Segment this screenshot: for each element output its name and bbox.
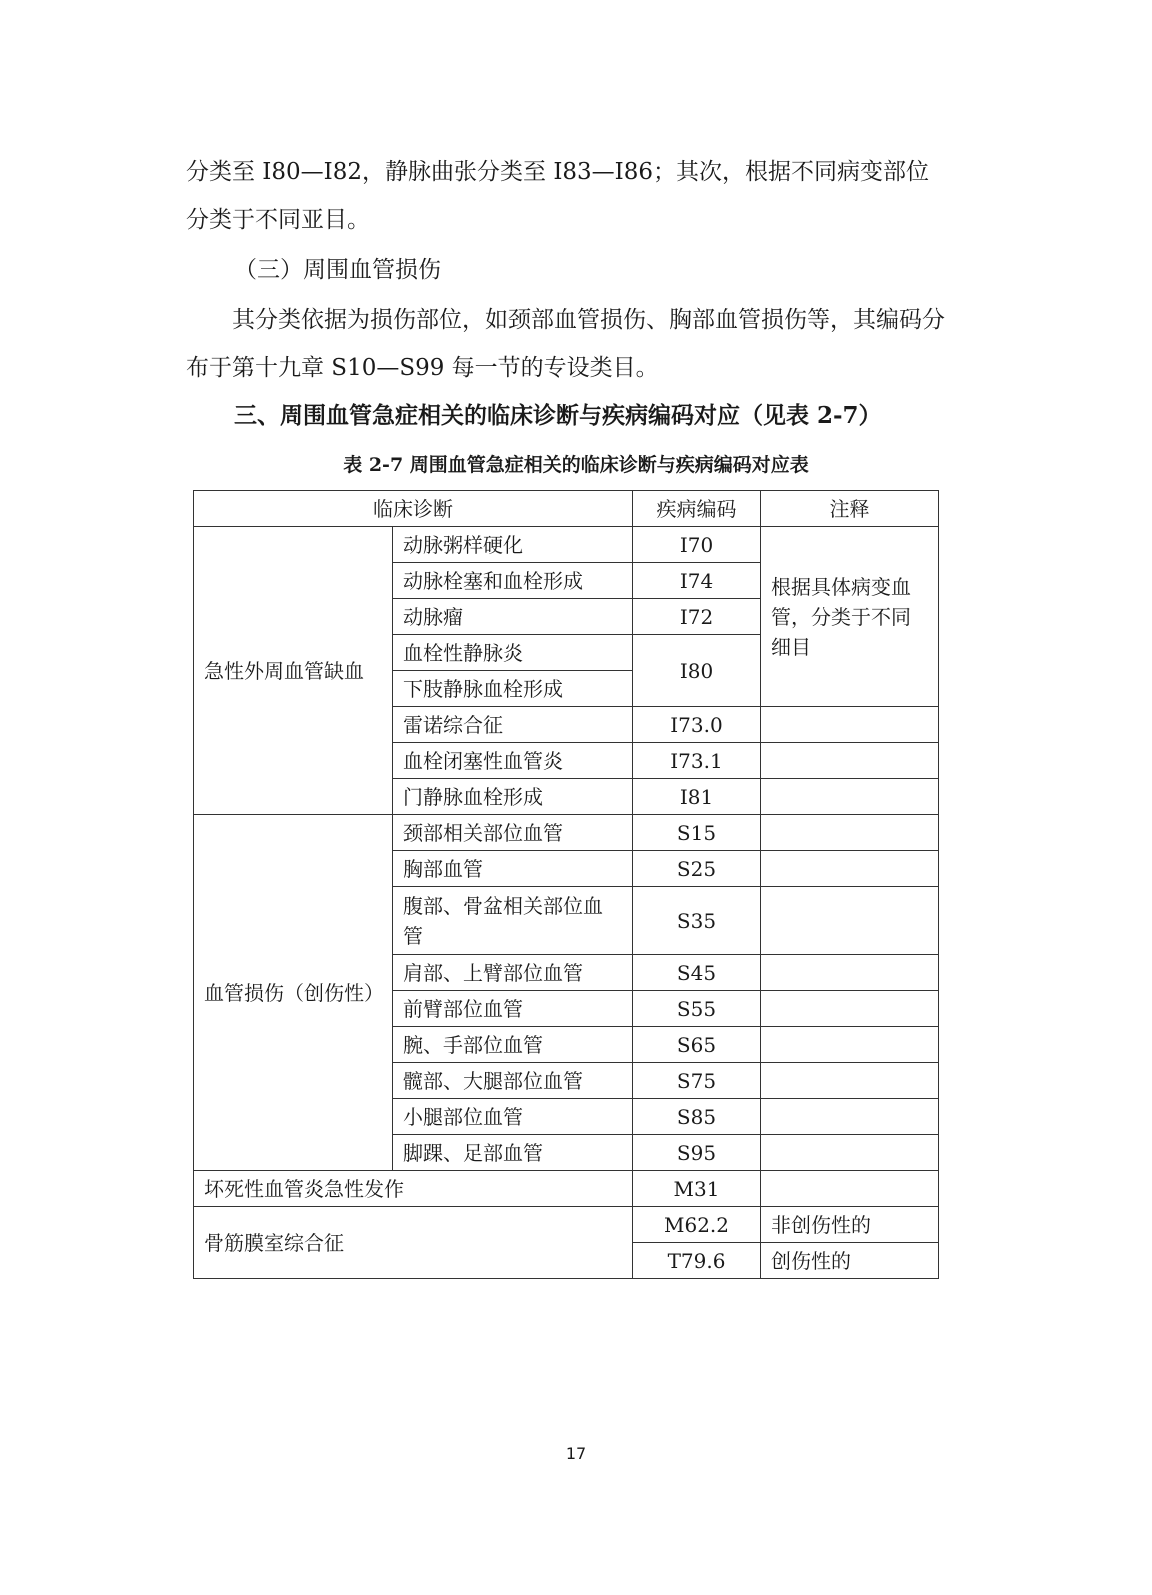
code-cell: I73.0 (633, 707, 761, 743)
code-cell: S75 (633, 1063, 761, 1099)
diagnosis-cell: 雷诺综合征 (393, 707, 633, 743)
table-caption: 表 2-7 周围血管急症相关的临床诊断与疾病编码对应表 (343, 454, 809, 476)
code-cell: S25 (633, 851, 761, 887)
paragraph-injury: 其分类依据为损伤部位，如颈部血管损伤、胸部血管损伤等，其编码分布于第十九章 S10—S99 每一节的专设类目。 (186, 307, 945, 381)
note-cell-empty (761, 955, 939, 991)
code-cell: S45 (633, 955, 761, 991)
table-header-row (194, 491, 939, 527)
code-cell: S55 (633, 991, 761, 1027)
group-label-ischemia: 急性外周血管缺血 (194, 527, 393, 815)
page-number: 17 (565, 1444, 587, 1463)
code-cell: I81 (633, 779, 761, 815)
code-cell: I70 (633, 527, 761, 563)
diagnosis-code-table (193, 490, 939, 1279)
diagnosis-cell: 动脉栓塞和血栓形成 (393, 563, 633, 599)
note-cell-ischemia: 根据具体病变血管，分类于不同细目 (761, 527, 939, 707)
diagnosis-cell: 小腿部位血管 (393, 1099, 633, 1135)
code-cell: S35 (633, 887, 761, 955)
note-cell-empty (761, 991, 939, 1027)
diagnosis-cell: 动脉瘤 (393, 599, 633, 635)
note-cell: 创伤性的 (761, 1243, 939, 1279)
note-cell-empty (761, 779, 939, 815)
code-cell: T79.6 (633, 1243, 761, 1279)
diagnosis-cell: 胸部血管 (393, 851, 633, 887)
note-cell-empty (761, 1099, 939, 1135)
header-code: 疾病编码 (633, 491, 761, 527)
table-row (194, 1207, 939, 1243)
diagnosis-cell: 下肢静脉血栓形成 (393, 671, 633, 707)
paragraph-continued: 分类至 I80—I82，静脉曲张分类至 I83—I86；其次，根据不同病变部位分类于不同亚目。 (186, 159, 930, 233)
diagnosis-cell: 脚踝、足部血管 (393, 1135, 633, 1171)
code-cell: M31 (633, 1171, 761, 1207)
code-cell: I74 (633, 563, 761, 599)
note-cell-empty (761, 815, 939, 851)
diagnosis-cell: 腕、手部位血管 (393, 1027, 633, 1063)
note-cell-empty (761, 1027, 939, 1063)
code-cell: I73.1 (633, 743, 761, 779)
header-diagnosis: 临床诊断 (194, 491, 633, 527)
diagnosis-cell: 动脉粥样硬化 (393, 527, 633, 563)
code-cell: S85 (633, 1099, 761, 1135)
diagnosis-cell: 前臂部位血管 (393, 991, 633, 1027)
diagnosis-cell: 颈部相关部位血管 (393, 815, 633, 851)
code-cell: S65 (633, 1027, 761, 1063)
group-label-injury: 血管损伤（创伤性） (194, 815, 393, 1171)
diagnosis-cell: 腹部、骨盆相关部位血管 (393, 887, 633, 955)
diagnosis-cell: 门静脉血栓形成 (393, 779, 633, 815)
code-cell: I80 (633, 635, 761, 707)
table-row (194, 815, 939, 851)
subsection-heading: （三）周围血管损伤 (234, 257, 441, 283)
note-cell-empty (761, 1135, 939, 1171)
code-cell: S15 (633, 815, 761, 851)
header-note: 注释 (761, 491, 939, 527)
code-cell: I72 (633, 599, 761, 635)
group-label-compartment: 骨筋膜室综合征 (194, 1207, 633, 1279)
note-cell-empty (761, 1171, 939, 1207)
section-heading: 三、周围血管急症相关的临床诊断与疾病编码对应（见表 2-7） (234, 402, 882, 429)
note-cell-empty (761, 851, 939, 887)
diagnosis-cell-m31: 坏死性血管炎急性发作 (194, 1171, 633, 1207)
note-cell-empty (761, 1063, 939, 1099)
note-cell-empty (761, 887, 939, 955)
note-cell-empty (761, 743, 939, 779)
note-cell-empty (761, 707, 939, 743)
diagnosis-cell: 血栓性静脉炎 (393, 635, 633, 671)
code-cell: S95 (633, 1135, 761, 1171)
diagnosis-cell: 血栓闭塞性血管炎 (393, 743, 633, 779)
table-row (194, 1171, 939, 1207)
note-cell: 非创伤性的 (761, 1207, 939, 1243)
table-row (194, 527, 939, 563)
diagnosis-cell: 肩部、上臂部位血管 (393, 955, 633, 991)
diagnosis-cell: 髋部、大腿部位血管 (393, 1063, 633, 1099)
code-cell: M62.2 (633, 1207, 761, 1243)
